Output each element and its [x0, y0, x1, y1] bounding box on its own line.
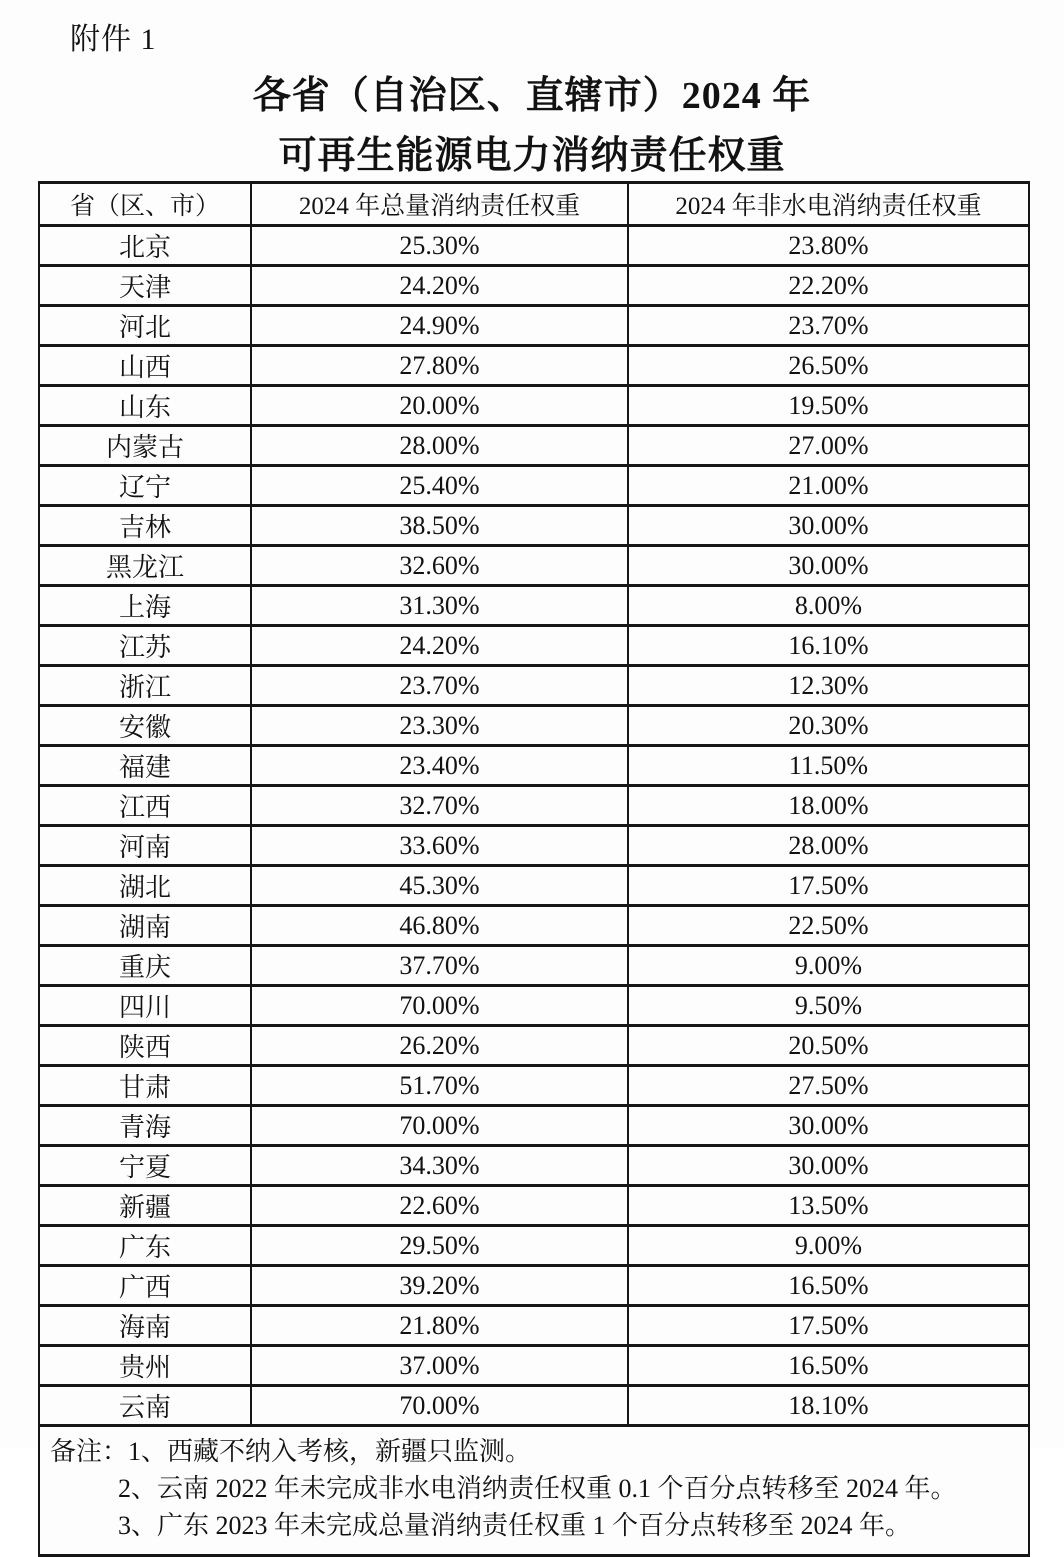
province-cell: 河南 [39, 826, 251, 866]
total-weight-cell: 39.20% [251, 1266, 628, 1306]
province-cell: 河北 [39, 306, 251, 346]
total-weight-cell: 70.00% [251, 1386, 628, 1426]
non-hydro-weight-cell: 16.10% [628, 626, 1029, 666]
non-hydro-weight-cell: 8.00% [628, 586, 1029, 626]
non-hydro-weight-cell: 19.50% [628, 386, 1029, 426]
total-weight-cell: 33.60% [251, 826, 628, 866]
table-row [39, 746, 1029, 786]
total-weight-cell: 23.70% [251, 666, 628, 706]
non-hydro-weight-cell: 17.50% [628, 866, 1029, 906]
non-hydro-weight-cell: 18.00% [628, 786, 1029, 826]
table-row [39, 1386, 1029, 1426]
non-hydro-weight-cell: 20.30% [628, 706, 1029, 746]
total-weight-cell: 70.00% [251, 1106, 628, 1146]
note-line-2: 2、云南 2022 年未完成非水电消纳责任权重 0.1 个百分点转移至 2024 年。 [118, 1474, 957, 1503]
province-cell: 湖北 [39, 866, 251, 906]
notes-prefix: 备注： [50, 1437, 129, 1466]
total-weight-cell: 24.20% [251, 626, 628, 666]
province-cell: 甘肃 [39, 1066, 251, 1106]
table-row [39, 546, 1029, 586]
column-header-total-weight: 2024 年总量消纳责任权重 [251, 183, 628, 226]
province-cell: 贵州 [39, 1346, 251, 1386]
province-cell: 重庆 [39, 946, 251, 986]
non-hydro-weight-cell: 18.10% [628, 1386, 1029, 1426]
total-weight-cell: 38.50% [251, 506, 628, 546]
table-header [39, 183, 1029, 226]
total-weight-cell: 24.20% [251, 266, 628, 306]
province-cell: 新疆 [39, 1186, 251, 1226]
province-cell: 浙江 [39, 666, 251, 706]
province-cell: 湖南 [39, 906, 251, 946]
table-row [39, 426, 1029, 466]
province-cell: 云南 [39, 1386, 251, 1426]
table-row [39, 1026, 1029, 1066]
total-weight-cell: 46.80% [251, 906, 628, 946]
total-weight-cell: 20.00% [251, 386, 628, 426]
total-weight-cell: 22.60% [251, 1186, 628, 1226]
province-cell: 福建 [39, 746, 251, 786]
total-weight-cell: 25.40% [251, 466, 628, 506]
non-hydro-weight-cell: 23.70% [628, 306, 1029, 346]
table-row [39, 826, 1029, 866]
table-footer [39, 1426, 1029, 1556]
non-hydro-weight-cell: 28.00% [628, 826, 1029, 866]
province-cell: 辽宁 [39, 466, 251, 506]
total-weight-cell: 25.30% [251, 226, 628, 266]
document-title [0, 66, 1064, 186]
province-cell: 江苏 [39, 626, 251, 666]
total-weight-cell: 28.00% [251, 426, 628, 466]
table-row [39, 586, 1029, 626]
province-cell: 四川 [39, 986, 251, 1026]
non-hydro-weight-cell: 23.80% [628, 226, 1029, 266]
header-row [39, 183, 1029, 226]
province-cell: 安徽 [39, 706, 251, 746]
non-hydro-weight-cell: 21.00% [628, 466, 1029, 506]
notes-cell [39, 1426, 1029, 1556]
non-hydro-weight-cell: 16.50% [628, 1346, 1029, 1386]
table-row [39, 666, 1029, 706]
non-hydro-weight-cell: 30.00% [628, 546, 1029, 586]
table-row [39, 946, 1029, 986]
note-line-3: 3、广东 2023 年未完成总量消纳责任权重 1 个百分点转移至 2024 年。 [118, 1511, 912, 1540]
non-hydro-weight-cell: 9.00% [628, 1226, 1029, 1266]
non-hydro-weight-cell: 13.50% [628, 1186, 1029, 1226]
province-cell: 北京 [39, 226, 251, 266]
table-row [39, 226, 1029, 266]
column-header-province: 省（区、市） [39, 183, 251, 226]
title-line-1: 各省（自治区、直辖市）2024 年 [252, 75, 812, 117]
note-line-1: 备注：1、西藏不纳入考核，新疆只监测。 [50, 1437, 532, 1466]
non-hydro-weight-cell: 17.50% [628, 1306, 1029, 1346]
non-hydro-weight-cell: 9.50% [628, 986, 1029, 1026]
total-weight-cell: 26.20% [251, 1026, 628, 1066]
notes-row [39, 1426, 1029, 1556]
province-cell: 海南 [39, 1306, 251, 1346]
province-cell: 宁夏 [39, 1146, 251, 1186]
table-row [39, 266, 1029, 306]
total-weight-cell: 37.00% [251, 1346, 628, 1386]
non-hydro-weight-cell: 11.50% [628, 746, 1029, 786]
table-row [39, 866, 1029, 906]
total-weight-cell: 37.70% [251, 946, 628, 986]
total-weight-cell: 29.50% [251, 1226, 628, 1266]
non-hydro-weight-cell: 12.30% [628, 666, 1029, 706]
total-weight-cell: 45.30% [251, 866, 628, 906]
table-row [39, 1146, 1029, 1186]
province-cell: 江西 [39, 786, 251, 826]
table-row [39, 386, 1029, 426]
province-cell: 广西 [39, 1266, 251, 1306]
table-row [39, 346, 1029, 386]
table-body [39, 226, 1029, 1426]
total-weight-cell: 31.30% [251, 586, 628, 626]
table-row [39, 906, 1029, 946]
table-row [39, 1186, 1029, 1226]
total-weight-cell: 24.90% [251, 306, 628, 346]
table-row [39, 506, 1029, 546]
non-hydro-weight-cell: 27.00% [628, 426, 1029, 466]
total-weight-cell: 51.70% [251, 1066, 628, 1106]
total-weight-cell: 34.30% [251, 1146, 628, 1186]
non-hydro-weight-cell: 16.50% [628, 1266, 1029, 1306]
province-cell: 陕西 [39, 1026, 251, 1066]
province-cell: 山东 [39, 386, 251, 426]
province-cell: 内蒙古 [39, 426, 251, 466]
province-cell: 广东 [39, 1226, 251, 1266]
total-weight-cell: 32.60% [251, 546, 628, 586]
non-hydro-weight-cell: 9.00% [628, 946, 1029, 986]
table-row [39, 1106, 1029, 1146]
province-cell: 吉林 [39, 506, 251, 546]
non-hydro-weight-cell: 20.50% [628, 1026, 1029, 1066]
table-row [39, 1066, 1029, 1106]
table-row [39, 1306, 1029, 1346]
title-line-2: 可再生能源电力消纳责任权重 [278, 135, 786, 177]
table-row [39, 1226, 1029, 1266]
table-row [39, 466, 1029, 506]
table-row [39, 1266, 1029, 1306]
total-weight-cell: 23.30% [251, 706, 628, 746]
non-hydro-weight-cell: 26.50% [628, 346, 1029, 386]
total-weight-cell: 21.80% [251, 1306, 628, 1346]
table-row [39, 306, 1029, 346]
table-row [39, 786, 1029, 826]
province-cell: 上海 [39, 586, 251, 626]
non-hydro-weight-cell: 22.50% [628, 906, 1029, 946]
total-weight-cell: 70.00% [251, 986, 628, 1026]
province-cell: 青海 [39, 1106, 251, 1146]
province-cell: 黑龙江 [39, 546, 251, 586]
non-hydro-weight-cell: 30.00% [628, 506, 1029, 546]
table-row [39, 1346, 1029, 1386]
non-hydro-weight-cell: 30.00% [628, 1106, 1029, 1146]
column-header-non-hydro-weight: 2024 年非水电消纳责任权重 [628, 183, 1029, 226]
province-cell: 山西 [39, 346, 251, 386]
total-weight-cell: 23.40% [251, 746, 628, 786]
table-row [39, 986, 1029, 1026]
table-row [39, 626, 1029, 666]
attachment-label: 附件 1 [70, 23, 157, 56]
table-row [39, 706, 1029, 746]
weights-table [38, 181, 1030, 1557]
non-hydro-weight-cell: 30.00% [628, 1146, 1029, 1186]
province-cell: 天津 [39, 266, 251, 306]
non-hydro-weight-cell: 27.50% [628, 1066, 1029, 1106]
non-hydro-weight-cell: 22.20% [628, 266, 1029, 306]
total-weight-cell: 27.80% [251, 346, 628, 386]
total-weight-cell: 32.70% [251, 786, 628, 826]
